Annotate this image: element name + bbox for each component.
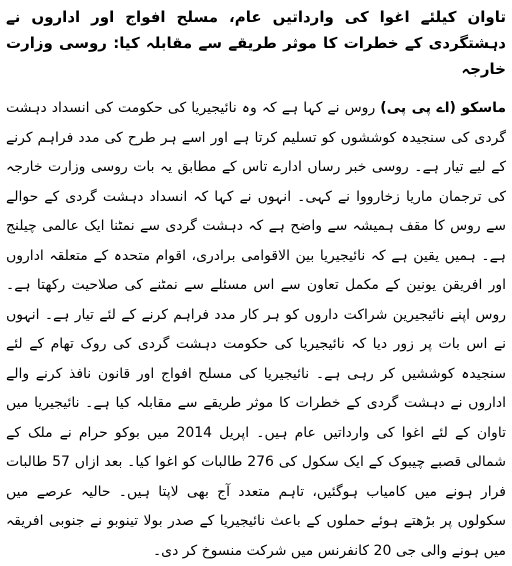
article-headline: تاوان کیلئے اغوا کی وارداتیں عام، مسلح افواج اور اداروں نے دہشتگردی کے خطرات کا موثر طریقے سے مقابلہ کیا: روسی وزارت خارجہ — [6, 8, 506, 78]
article-body-paragraph — [0, 88, 512, 566]
article-dateline: ماسکو (اے پی پی) — [380, 100, 507, 116]
article-body-text: روس نے کہا ہے کہ وہ نائیجیریا کی حکومت کی انسداد دہشت گردی کی سنجیدہ کوششوں کو تسلیم کرتا ہے اور اسے ہر طرح کی مدد فراہم کرنے کے لیے تیار ہے۔ روسی خبر رساں ادارے تاس کے مطابق یہ بات روسی وزارت خارجہ کی ترجمان ماریا زخارووا نے کہی۔ انہوں نے کہا کہ انسداد دہشت گردی کے حوالے سے روس کا مقف ہمیشہ سے واضح ہے کہ دہشت گردی سے نمٹنا ایک عالمی چیلنج ہے۔ ہمیں یقین ہے کہ نائیجیریا بین الاقوامی برادری، اقوام متحدہ کے متعلقہ اداروں اور افریقن یونین کے مکمل تعاون سے اس مسئلے سے نمٹنے کی صلاحیت رکھتا ہے۔ روس اپنے نائیجیرین شراکت داروں کو ہر کار مدد فراہم کرنے کے لئے تیار ہے۔ انہوں نے اس بات پر زور دیا کہ نائیجیریا کی حکومت دہشت گردی کی روک تھام کے لئے سنجیدہ کوششیں کر رہی ہے۔ نائیجیریا کی مسلح افواج اور قانون نافذ کرنے والے اداروں نے دہشت گردی کے خطرات کا موثر طریقے سے مقابلہ کیا ہے۔ نائیجیریا میں تاوان کے لئے اغوا کی وارداتیں عام ہیں۔ اپریل 2014 میں بوکو حرام نے ملک کے شمالی قصبے چیبوک کے ایک سکول کی 276 طالبات کو اغوا کیا۔ بعد ازاں 57 طالبات فرار ہونے میں کامیاب ہوگئیں، تاہم متعدد آج بھی لاپتا ہیں۔ حالیہ عرصے میں سکولوں پر بڑھتے ہوئے حملوں کے باعث نائیجیریا کے صدر بولا تینوبو نے جنوبی افریقہ میں ہونے والی جی 20 کانفرنس میں شرکت منسوخ کر دی۔ — [6, 100, 507, 559]
